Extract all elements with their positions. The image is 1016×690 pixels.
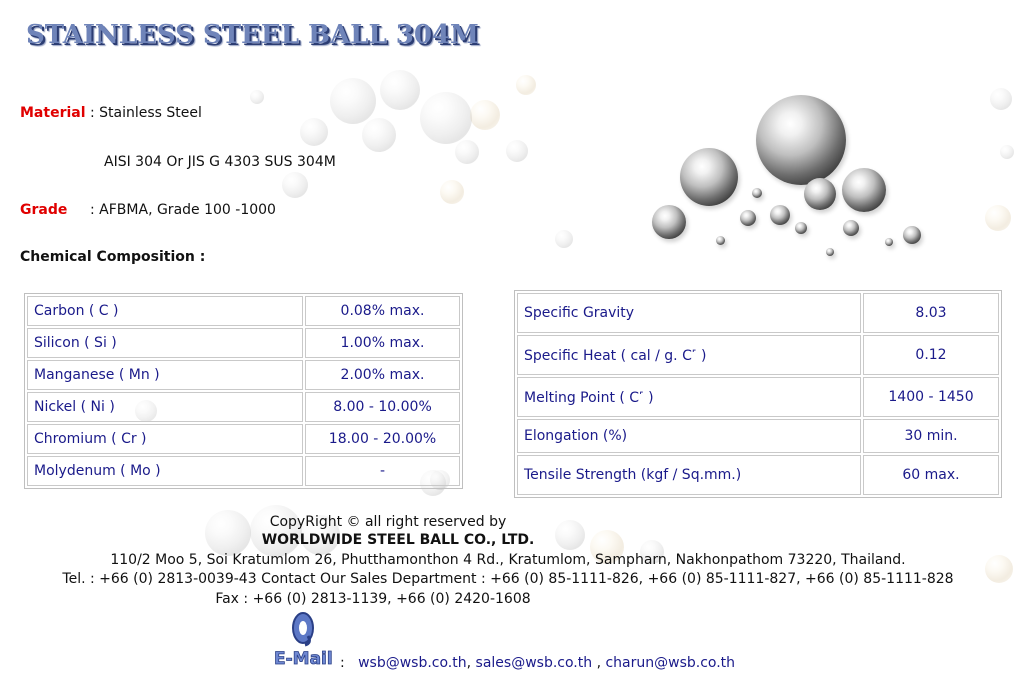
physical-properties-table [514,290,1002,498]
grade-value: AFBMA, Grade 100 -1000 [99,202,276,218]
decor-ball [250,90,264,104]
steel-ball [716,236,725,245]
chemical-row [27,296,460,326]
email-separator: , [596,655,602,671]
chemical-composition-heading: Chemical Composition : [20,249,206,265]
property-row [517,335,999,375]
property-name: Elongation (%) [517,419,861,453]
chemical-composition-table [24,293,463,489]
property-value: 0.12 [863,335,999,375]
material-standard: AISI 304 Or JIS G 4303 SUS 304M [104,154,336,170]
material-label: Material [20,105,86,121]
chemical-name: Silicon ( Si ) [27,328,303,358]
decor-ball [985,205,1011,231]
decor-ball [282,172,308,198]
property-name: Specific Gravity [517,293,861,333]
chemical-name: Carbon ( C ) [27,296,303,326]
property-value: 8.03 [863,293,999,333]
steel-ball [752,188,762,198]
decor-ball [555,230,573,248]
decor-ball [362,118,396,152]
material-colon: : [89,105,95,121]
steel-ball [842,168,886,212]
property-value: 30 min. [863,419,999,453]
page-title: STAINLESS STEEL BALL 304M [26,20,479,50]
steel-ball [903,226,921,244]
steel-ball [826,248,834,256]
property-row [517,293,999,333]
email-separator: , [466,655,472,671]
chemical-name: Nickel ( Ni ) [27,392,303,422]
chemical-value: 2.00% max. [305,360,460,390]
email-link-sales[interactable]: sales@wsb.co.th [475,655,593,671]
decor-ball [516,75,536,95]
company-address: 110/2 Moo 5, Soi Kratumlom 26, Phutthamonthon 4 Rd., Kratumlom, Sampharn, Nakhonpathom 73220, Thailand. [110,552,906,568]
decor-ball [300,118,328,146]
steel-ball [843,220,859,236]
steel-ball [804,178,836,210]
steel-ball [680,148,738,206]
decor-ball [330,78,376,124]
email-link-charun[interactable]: charun@wsb.co.th [605,655,736,671]
property-row [517,419,999,453]
decor-ball [1000,145,1014,159]
company-name: WORLDWIDE STEEL BALL CO., LTD. [261,532,535,548]
decor-ball [440,180,464,204]
chemical-value: 1.00% max. [305,328,460,358]
chemical-value: 8.00 - 10.00% [305,392,460,422]
email-icon [272,610,336,670]
company-telephone: Tel. : +66 (0) 2813-0039-43 Contact Our Sales Department : +66 (0) 85-1111-826, +66 (0) 85-1111-827, +66 (0) 85-1111-828 [62,571,954,587]
property-row [517,455,999,495]
email-icon-label: E-Mail [274,649,333,669]
chemical-row [27,424,460,454]
decor-ball [990,88,1012,110]
property-name: Tensile Strength (kgf / Sq.mm.) [517,455,861,495]
steel-ball [740,210,756,226]
decor-ball [470,100,500,130]
steel-ball [770,205,790,225]
steel-ball [756,95,846,185]
steel-ball [885,238,893,246]
chemical-row [27,328,460,358]
chemical-row [27,392,460,422]
property-name: Melting Point ( C˹ ) [517,377,861,417]
steel-ball [652,205,686,239]
email-link-wsb[interactable]: wsb@wsb.co.th [358,655,467,671]
chemical-row [27,456,460,486]
material-row [20,105,202,121]
grade-label: Grade [20,202,68,218]
decor-ball [420,92,472,144]
email-links [340,655,735,671]
material-value: Stainless Steel [99,105,202,121]
copyright-line: CopyRight © all right reserved by [269,514,507,530]
chemical-name: Chromium ( Cr ) [27,424,303,454]
decor-ball [250,505,302,557]
chemical-value: 0.08% max. [305,296,460,326]
company-fax: Fax : +66 (0) 2813-1139, +66 (0) 2420-1608 [215,591,531,607]
chemical-name: Manganese ( Mn ) [27,360,303,390]
email-colon: : [340,655,345,671]
chemical-value: 18.00 - 20.00% [305,424,460,454]
chemical-row [27,360,460,390]
property-row [517,377,999,417]
grade-colon: : [90,202,95,218]
decor-ball [455,140,479,164]
decor-ball [380,70,420,110]
decor-ball [506,140,528,162]
property-value: 60 max. [863,455,999,495]
property-name: Specific Heat ( cal / g. C˹ ) [517,335,861,375]
chemical-name: Molydenum ( Mo ) [27,456,303,486]
grade-row [20,202,276,218]
steel-ball [795,222,807,234]
property-value: 1400 - 1450 [863,377,999,417]
chemical-value: - [305,456,460,486]
